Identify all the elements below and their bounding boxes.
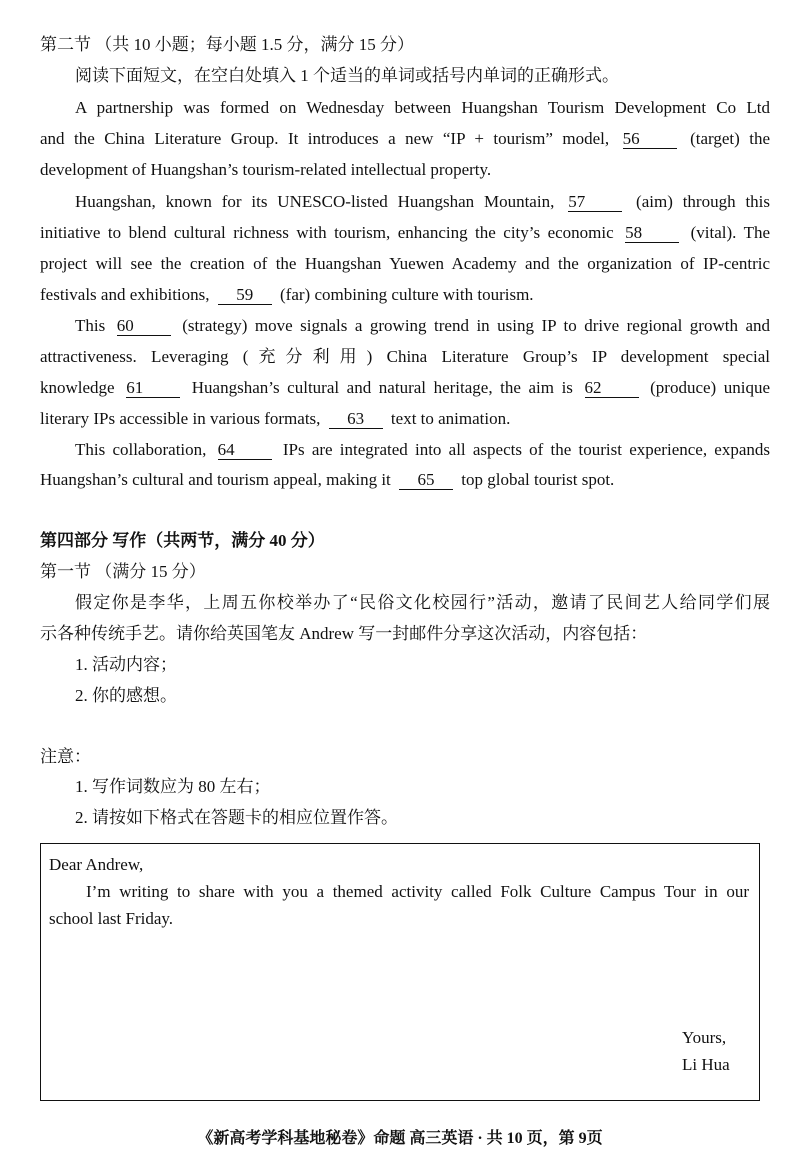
p2-line4 [40,284,770,306]
blank-65[interactable]: 65 [399,471,453,490]
p3-line1 [75,315,770,337]
p2-line2 [40,222,770,244]
p2-line4-text-b: (far) combining culture with tourism. [280,285,534,304]
blank-58[interactable]: 58 [625,224,679,243]
p3-line1-text-b: (strategy) move signals a growing trend in using IP to drive regional growth and [182,316,771,335]
letter-closing: Yours, [682,1028,727,1047]
p4-line1-text-b: IPs are integrated into all aspects of the tourist experience, expands [282,440,771,459]
p3-line4-text-a: literary IPs accessible in various formats, [40,409,321,428]
blank-60[interactable]: 60 [117,317,171,336]
section2-instruction: 阅读下面短文，在空白处填入 1 个适当的单词或括号内单词的正确形式。 [75,66,619,85]
p2-line1-text-b: (aim) through this [636,192,771,211]
letter-answer-box[interactable] [40,843,760,1101]
p3-line2: attractiveness. Leveraging (充分利用) China Literature Group’s IP development special [40,347,770,366]
blank-59[interactable]: 59 [218,286,272,305]
p3-line3-text-a: knowledge [40,378,115,397]
blank-64[interactable]: 64 [218,441,272,460]
blank-57[interactable]: 57 [568,193,622,212]
content-item-1: 1. 活动内容； [75,655,177,674]
p4-line2-text-b: top global tourist spot. [461,470,615,489]
part4-heading: 第四部分 写作（共两节，满分 40 分） [40,531,325,550]
p1-line3: development of Huangshan’s tourism-related intellectual property. [40,160,492,179]
page-footer: 《新高考学科基地秘卷》命题 高三英语 · 共 10 页，第 9页 [197,1130,603,1147]
p1-line2-text-a: and the China Literature Group. It introduces a new “IP + tourism” model, [40,129,610,148]
p1-line2-text-b: (target) the [690,129,771,148]
p3-line1-text-a: This [75,316,106,335]
p3-line3-text-c: (produce) unique [650,378,771,397]
note-item-1: 1. 写作词数应为 80 左右； [75,777,271,796]
blank-62[interactable]: 62 [585,379,639,398]
p1-line1: A partnership was formed on Wednesday between Huangshan Tourism Development Co Ltd [75,98,770,117]
p3-line3 [40,377,770,399]
p2-line3: project will see the creation of the Huangshan Yuewen Academy and the organization of IP-centric [40,254,770,273]
prompt-line2: 示各种传统手艺。请你给英国笔友 Andrew 写一封邮件分享这次活动，内容包括： [40,624,648,643]
blank-56[interactable]: 56 [623,130,677,149]
p2-line2-text-a: initiative to blend cultural richness with tourism, enhancing the city’s economic [40,223,614,242]
blank-61[interactable]: 61 [126,379,180,398]
letter-greeting: Dear Andrew, [49,855,144,874]
p4-line1-text-a: This collaboration, [75,440,207,459]
letter-body-line2: school last Friday. [49,909,174,928]
part4-subheading: 第一节 （满分 15 分） [40,562,206,581]
content-item-2: 2. 你的感想。 [75,686,177,705]
prompt-line1: 假定你是李华，上周五你校举办了“民俗文化校园行”活动，邀请了民间艺人给同学们展 [75,593,770,612]
p1-line2 [40,128,770,150]
p3-line3-text-b: Huangshan’s cultural and natural heritage, the aim is [191,378,573,397]
p2-line1-text-a: Huangshan, known for its UNESCO-listed Huangshan Mountain, [75,192,555,211]
note-label: 注意： [40,747,91,766]
note-item-2: 2. 请按如下格式在答题卡的相应位置作答。 [75,808,398,827]
blank-63[interactable]: 63 [329,410,383,429]
letter-signature: Li Hua [682,1055,730,1074]
p4-line2 [40,469,770,491]
p2-line2-text-b: (vital). The [690,223,771,242]
p4-line2-text-a: Huangshan’s cultural and tourism appeal, making it [40,470,391,489]
p3-line4-text-b: text to animation. [390,409,511,428]
p4-line1 [75,439,770,461]
p2-line1 [75,191,770,213]
p3-line4 [40,408,770,430]
section2-heading: 第二节 （共 10 小题；每小题 1.5 分，满分 15 分） [40,35,414,54]
letter-body-line1: I’m writing to share with you a themed activity called Folk Culture Campus Tour in our [86,882,749,901]
p2-line4-text-a: festivals and exhibitions, [40,285,210,304]
